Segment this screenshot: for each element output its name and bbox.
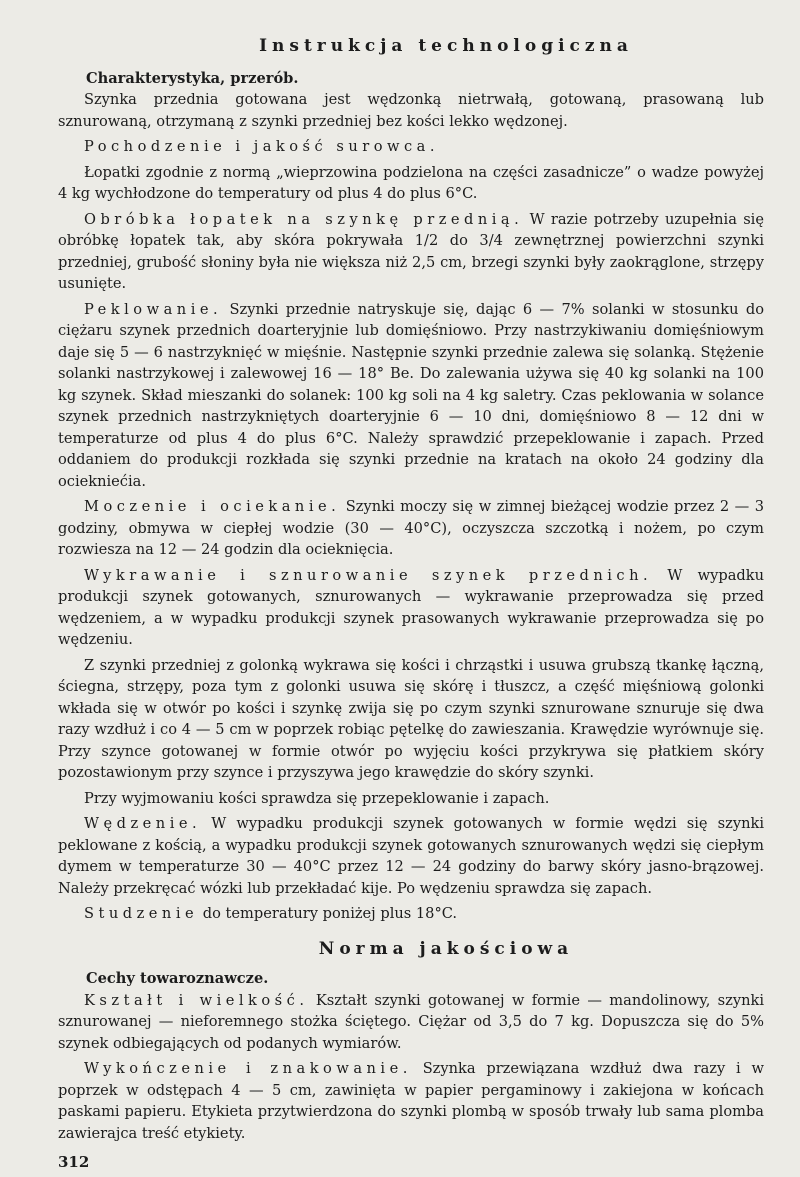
paragraph: [58, 788, 764, 810]
paragraph: [58, 565, 764, 651]
paragraph: [58, 162, 764, 205]
page-number: 312: [58, 1153, 90, 1171]
paragraph: [58, 813, 764, 899]
paragraph: [58, 136, 764, 158]
paragraph-text: Przy wyjmowaniu kości sprawdza się przepeklowanie i zapach.: [84, 789, 550, 807]
paragraph-text: Łopatki zgodnie z normą „wieprzowina podzielona na części zasadnicze” o wadze powyżej 4 kg wychłodzone do temperatury od plus 4 do plus 6°C.: [58, 163, 764, 202]
paragraph-text: Kształt szynki gotowanej w formie — mandolinowy, szynki sznurowanej — nieforemnego stożka ściętego. Ciężar od 3,5 do 7 kg. Dopuszcza się do 5% szynek odbiegających od podanych wymiarów.: [58, 991, 764, 1052]
paragraph: [58, 655, 764, 784]
paragraph: [58, 89, 764, 132]
paragraph-lead: Obróbka łopatek na szynkę przednią.: [84, 210, 524, 228]
paragraph-lead: Studzenie: [84, 905, 199, 922]
paragraph-text: W razie potrzeby uzupełnia się obróbkę łopatek tak, aby skóra pokrywała 1/2 do 3/4 zewnętrznej powierzchni szynki przedniej, grubość słoniny była nie większa niż 2,5 cm, brzegi szynki były zaokrąglone, strzępy usunięte.: [58, 210, 764, 292]
paragraph-text: Z szynki przedniej z golonką wykrawa się kości i chrząstki i usuwa grubszą tkankę łączną, ściegna, strzępy, poza tym z golonki usuwa się skórę i tłuszcz, a część mięśniową golonki wkłada się w otwór po kości i szynkę zwija się po czym szynki sznurowane sznuruje się dwa razy wzdłuż i co 4 — 5 cm w poprzek robiąc pętelkę do zawieszania. Krawędzie wyrównuje się. Przy szynce gotowanej w formie otwór po wyjęciu kości przykrywa się płatkiem skóry pozostawionym przy szynce i przyszywa jego krawędzie do skóry szynki.: [58, 656, 764, 781]
paragraph-text: W wypadku produkcji szynek gotowanych, sznurowanych — wykrawanie przeprowadza się przed wędzeniem, a w wypadku produkcji szynek prasowanych wykrawanie przeprowadza się po wędzeniu.: [58, 566, 765, 648]
paragraph-lead: Wędzenie.: [84, 815, 202, 832]
paragraph: [58, 1058, 764, 1144]
subheading: Charakterystyka, przerób.: [86, 69, 299, 87]
paragraph-lead: Kształt i wielkość.: [84, 991, 309, 1009]
paragraph-lead: Moczenie i ociekanie.: [84, 498, 341, 515]
paragraph-text: W wypadku produkcji szynek gotowanych w formie wędzi się szynki peklowane z kością, a wypadku produkcji szynek gotowanych sznurowanych wędzi się ciepłym dymem w temperaturze 30 — 40°C przez 12 — 24 godziny do barwy skóry jasno-brązowej. Należy przekręcać wózki lub przekładać kije. Po wędzeniu sprawdza się zapach.: [58, 815, 765, 897]
paragraph-text: Szynki moczy się w zimnej bieżącej wodzie przez 2 — 3 godziny, obmywa w ciepłej wodzie (30 — 40°C), oczyszcza szczotką i nożem, po czym rozwiesza na 12 — 24 godzin dla ocieknięcia.: [58, 498, 765, 558]
paragraph: [58, 209, 764, 295]
paragraph: [58, 496, 764, 561]
section-title-2: Norma jakościowa: [318, 938, 574, 959]
body-text-2: [58, 990, 764, 1145]
paragraph: [58, 903, 764, 925]
subheading-2: Cechy towaroznawcze.: [86, 970, 269, 987]
paragraph-text: Szynki przednie natryskuje się, dając 6 — 7% solanki w stosunku do ciężaru szynek przednich doarteryjnie lub domięśniowo. Przy nastrzykiwaniu domięśniowym daje się 5 — 6 nastrzyknięć w mięśnie. Następnie szynki przednie zalewa się solanką. Stężenie solanki nastrzykowej i zalewowej 16 — 18° Be. Do zalewania używa się 40 kg solanki na 100 kg szynek. Skład mieszanki do solanek: 100 kg soli na 4 kg saletry. Czas peklowania w solance szynek przednich nastrzykniętych doarteryjnie 6 — 10 dni, domięśniowo 8 — 12 dni w temperaturze od plus 4 do plus 6°C. Należy sprawdzić przepeklowanie i zapach. Przed oddaniem do produkcji rozkłada się szynki przednie na kratach na około 24 godziny dla ociekniećia.: [58, 300, 764, 490]
paragraph: [58, 990, 764, 1055]
paragraph-text: do temperatury poniżej plus 18°C.: [202, 905, 458, 922]
paragraph-text: Szynka przewiązana wzdłuż dwa razy i w poprzek w odstępach 4 — 5 cm, zawinięta w papier pergaminowy i zakiejona w końcach paskami papieru. Etykieta przytwierdzona do szynki plombą w sposób trwały lub sama plomba zawierajca treść etykiety.: [58, 1060, 764, 1142]
paragraph-lead: Pochodzenie i jakość surowca.: [84, 138, 439, 155]
paragraph-lead: Wykończenie i znakowanie.: [84, 1060, 412, 1077]
paragraph-text: Szynka przednia gotowana jest wędzonką nietrwałą, gotowaną, prasowaną lub sznurowaną, otrzymaną z szynki przedniej bez kości lekko wędzonej.: [58, 91, 764, 130]
section-title: Instrukcja technologiczna: [259, 36, 633, 56]
body-text: [58, 89, 764, 925]
paragraph-lead: Wykrawanie i sznurowanie szynek przednich.: [84, 566, 653, 584]
paragraph: [58, 299, 764, 493]
paragraph-lead: Peklowanie.: [84, 300, 223, 318]
